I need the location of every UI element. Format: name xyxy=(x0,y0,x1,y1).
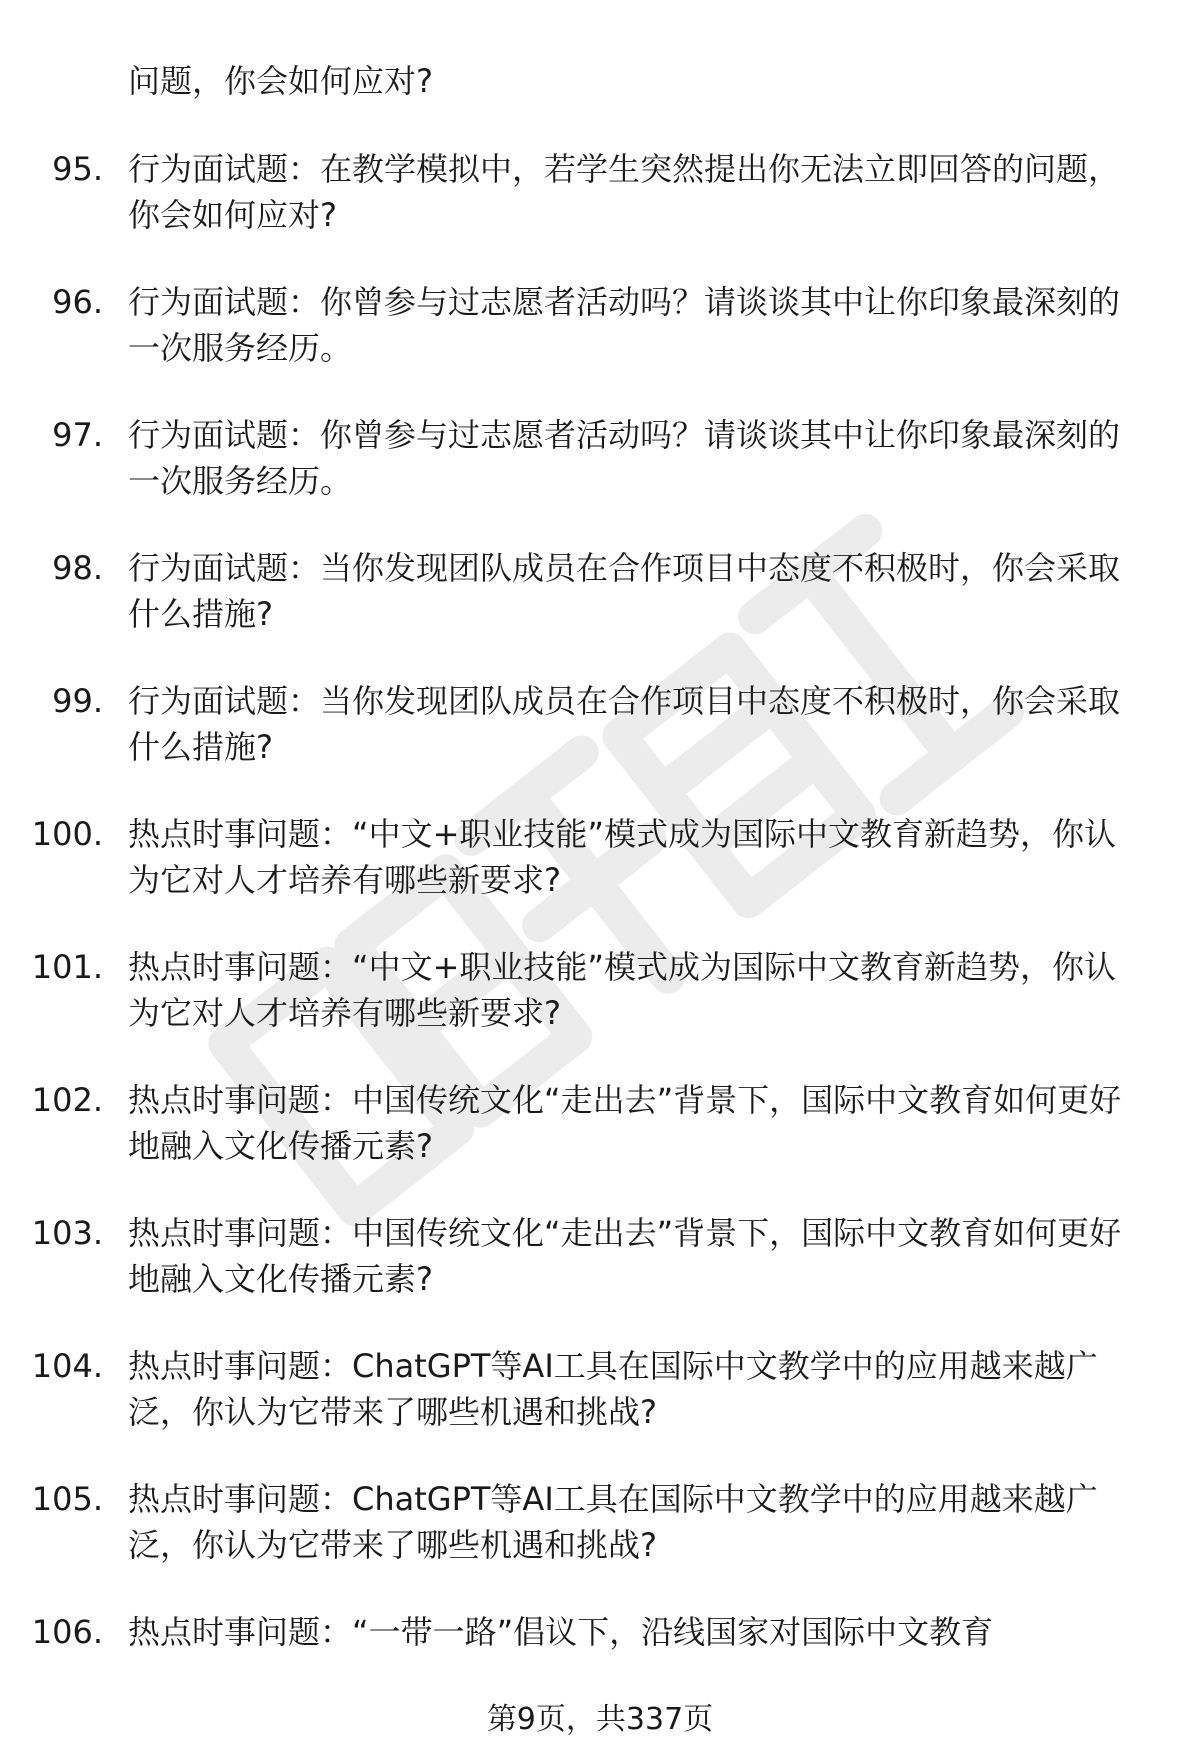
list-item xyxy=(0,412,1200,504)
question-number: 97. xyxy=(52,416,103,454)
question-text: 热点时事问题：ChatGPT等AI工具在国际中文教学中的应用越来越广泛，你认为它带来了哪些机遇和挑战? xyxy=(128,1347,1098,1431)
page-number-footer: 第9页，共337页 xyxy=(486,1702,714,1737)
question-number: 102. xyxy=(31,1081,103,1119)
question-number: 98. xyxy=(52,549,103,587)
list-item xyxy=(0,1476,1200,1568)
list-item xyxy=(0,1609,1200,1655)
question-list xyxy=(0,146,1200,1696)
question-text: 热点时事问题：“一带一路”倡议下，沿线国家对国际中文教育 xyxy=(128,1613,994,1651)
question-number: 104. xyxy=(31,1347,103,1385)
question-text: 热点时事问题：“中文+职业技能”模式成为国际中文教育新趋势，你认为它对人才培养有哪些新要求? xyxy=(128,815,1116,899)
question-number: 96. xyxy=(52,283,103,321)
question-number: 95. xyxy=(52,150,103,188)
list-item xyxy=(0,146,1200,238)
question-text: 行为面试题：你曾参与过志愿者活动吗？请谈谈其中让你印象最深刻的一次服务经历。 xyxy=(128,283,1121,367)
list-item xyxy=(0,811,1200,903)
question-text: 行为面试题：你曾参与过志愿者活动吗？请谈谈其中让你印象最深刻的一次服务经历。 xyxy=(128,416,1121,500)
question-number: 100. xyxy=(31,815,103,853)
list-item xyxy=(0,944,1200,1036)
question-text: 行为面试题：在教学模拟中，若学生突然提出你无法立即回答的问题，你会如何应对? xyxy=(128,150,1121,234)
question-text: 行为面试题：当你发现团队成员在合作项目中态度不积极时，你会采取什么措施? xyxy=(128,549,1121,633)
continued-question-text: 问题，你会如何应对? xyxy=(128,62,433,100)
question-text: 热点时事问题：“中文+职业技能”模式成为国际中文教育新趋势，你认为它对人才培养有哪些新要求? xyxy=(128,948,1116,1032)
question-text: 热点时事问题：中国传统文化“走出去”背景下，国际中文教育如何更好地融入文化传播元素? xyxy=(128,1214,1122,1298)
question-text: 热点时事问题：ChatGPT等AI工具在国际中文教学中的应用越来越广泛，你认为它带来了哪些机遇和挑战? xyxy=(128,1480,1098,1564)
question-number: 106. xyxy=(31,1613,103,1651)
question-number: 101. xyxy=(31,948,103,986)
list-item xyxy=(0,1077,1200,1169)
question-number: 99. xyxy=(52,682,103,720)
question-text: 行为面试题：当你发现团队成员在合作项目中态度不积极时，你会采取什么措施? xyxy=(128,682,1121,766)
list-item xyxy=(0,1210,1200,1302)
list-item xyxy=(0,545,1200,637)
question-text: 热点时事问题：中国传统文化“走出去”背景下，国际中文教育如何更好地融入文化传播元素? xyxy=(128,1081,1122,1165)
list-item xyxy=(0,279,1200,371)
list-item xyxy=(0,678,1200,770)
list-item xyxy=(0,1343,1200,1435)
question-number: 105. xyxy=(31,1480,103,1518)
question-number: 103. xyxy=(31,1214,103,1252)
